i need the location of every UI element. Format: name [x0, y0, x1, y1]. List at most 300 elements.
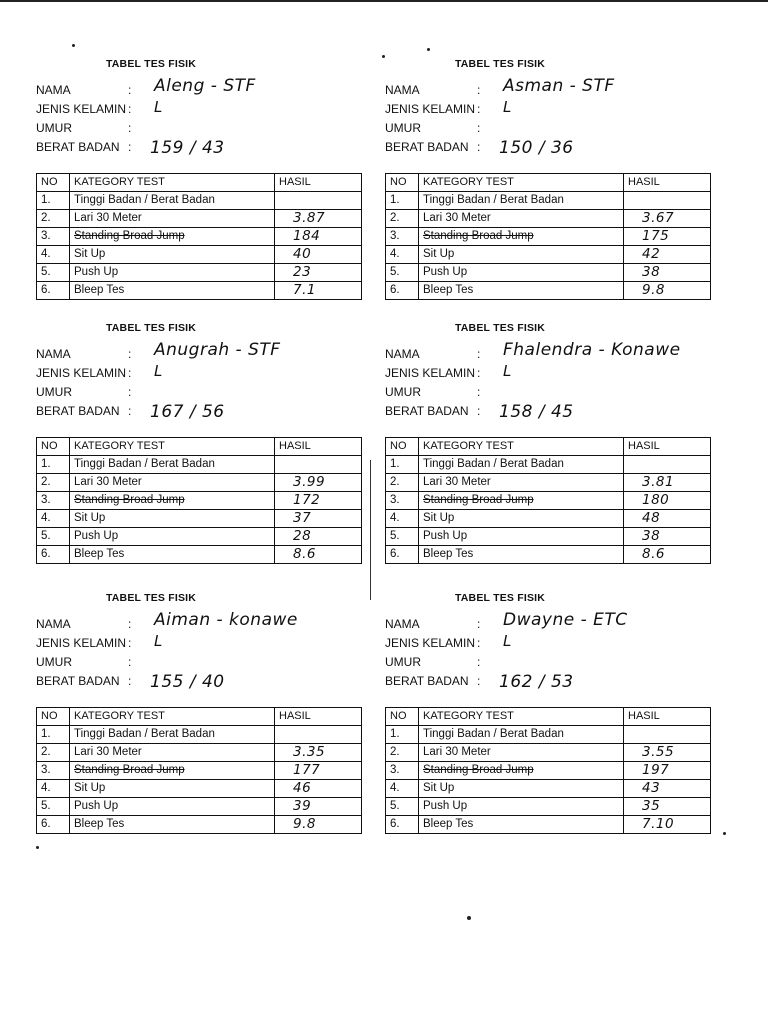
kategory-test-table	[36, 173, 362, 300]
hasil-value: 3.67	[642, 210, 675, 226]
table-row	[37, 456, 362, 474]
row-no: 4.	[37, 246, 70, 264]
table-row	[386, 726, 711, 744]
table-row	[37, 798, 362, 816]
row-no: 2.	[386, 744, 419, 762]
row-test-name: Bleep Tes	[419, 282, 624, 300]
row-no: 4.	[386, 780, 419, 798]
colon: :	[128, 655, 132, 669]
row-no: 3.	[386, 762, 419, 780]
nama-field-label: NAMA	[385, 617, 420, 631]
berat-badan-value: 158 / 45	[499, 402, 574, 422]
form-title: TABEL TES FISIK	[454, 592, 546, 604]
row-no: 4.	[37, 780, 70, 798]
jenis-kelamin-field-label: JENIS KELAMIN	[385, 366, 476, 380]
umur-field-row	[36, 654, 140, 670]
table-row	[386, 192, 711, 210]
colon: :	[477, 636, 481, 650]
row-hasil	[624, 246, 711, 264]
row-test-name: Sit Up	[419, 510, 624, 528]
nama-value: Dwayne - ETC	[503, 610, 628, 630]
nama-field-label: NAMA	[36, 83, 71, 97]
row-test-name: Lari 30 Meter	[70, 474, 275, 492]
hasil-value: 9.8	[642, 282, 665, 298]
jenis-kelamin-field-label: JENIS KELAMIN	[36, 366, 127, 380]
table-row	[37, 492, 362, 510]
table-header-row	[37, 438, 362, 456]
row-test-name: Bleep Tes	[419, 546, 624, 564]
speck	[427, 48, 430, 51]
hasil-value: 8.6	[642, 546, 665, 562]
berat-badan-field-row	[385, 403, 489, 419]
hasil-value: 3.55	[642, 744, 675, 760]
row-no: 2.	[386, 210, 419, 228]
col-kategory-header: KATEGORY TEST	[419, 708, 624, 726]
table-row	[386, 210, 711, 228]
margin-line	[370, 460, 371, 600]
form-title: TABEL TES FISIK	[105, 58, 197, 70]
berat-badan-value: 167 / 56	[150, 402, 225, 422]
row-test-name: Lari 30 Meter	[70, 744, 275, 762]
jenis-kelamin-field-row	[385, 365, 489, 381]
nama-field-label: NAMA	[385, 347, 420, 361]
hasil-value: 197	[642, 762, 670, 778]
umur-field-label: UMUR	[385, 121, 421, 135]
hasil-value: 3.81	[642, 474, 675, 490]
table-row	[386, 282, 711, 300]
row-hasil	[275, 744, 362, 762]
colon: :	[477, 617, 481, 631]
nama-field-label: NAMA	[385, 83, 420, 97]
jenis-kelamin-value: L	[503, 98, 512, 116]
row-no: 1.	[386, 456, 419, 474]
row-test-name: Standing Broad Jump	[419, 228, 624, 246]
speck	[36, 846, 39, 849]
row-no: 3.	[37, 762, 70, 780]
berat-badan-field-row	[385, 673, 489, 689]
kategory-test-table	[36, 437, 362, 564]
row-hasil	[624, 546, 711, 564]
nama-value: Fhalendra - Konawe	[503, 340, 681, 360]
row-no: 3.	[37, 228, 70, 246]
row-test-name: Sit Up	[70, 246, 275, 264]
row-hasil	[275, 210, 362, 228]
colon: :	[477, 83, 481, 97]
row-hasil	[624, 762, 711, 780]
berat-badan-field-label: BERAT BADAN	[36, 674, 120, 688]
table-row	[37, 744, 362, 762]
row-no: 5.	[37, 798, 70, 816]
table-header-row	[386, 708, 711, 726]
hasil-value: 7.1	[293, 282, 316, 298]
col-no-header: NO	[386, 438, 419, 456]
colon: :	[128, 102, 132, 116]
test-form-5	[36, 592, 376, 852]
table-row	[386, 798, 711, 816]
table-row	[386, 246, 711, 264]
umur-field-label: UMUR	[36, 655, 72, 669]
row-test-name: Lari 30 Meter	[419, 210, 624, 228]
table-row	[37, 246, 362, 264]
row-hasil	[275, 246, 362, 264]
nama-field-row	[36, 82, 140, 98]
row-no: 5.	[386, 528, 419, 546]
jenis-kelamin-field-row	[385, 101, 489, 117]
col-hasil-header: HASIL	[624, 174, 711, 192]
hasil-value: 184	[293, 228, 321, 244]
hasil-value: 38	[642, 528, 661, 544]
row-test-name: Bleep Tes	[70, 816, 275, 834]
row-test-name: Standing Broad Jump	[419, 492, 624, 510]
nama-field-row	[385, 346, 489, 362]
form-title: TABEL TES FISIK	[105, 322, 197, 334]
row-test-name: Bleep Tes	[419, 816, 624, 834]
colon: :	[477, 674, 481, 688]
berat-badan-value: 155 / 40	[150, 672, 225, 692]
col-kategory-header: KATEGORY TEST	[70, 174, 275, 192]
col-hasil-header: HASIL	[275, 174, 362, 192]
row-no: 6.	[386, 546, 419, 564]
row-test-name: Tinggi Badan / Berat Badan	[419, 192, 624, 210]
kategory-test-table	[385, 437, 711, 564]
row-no: 6.	[386, 816, 419, 834]
row-test-name: Tinggi Badan / Berat Badan	[70, 192, 275, 210]
hasil-value: 7.10	[642, 816, 675, 832]
colon: :	[128, 636, 132, 650]
berat-badan-value: 150 / 36	[499, 138, 574, 158]
umur-field-row	[385, 384, 489, 400]
hasil-value: 3.99	[293, 474, 326, 490]
berat-badan-field-label: BERAT BADAN	[385, 140, 469, 154]
row-no: 3.	[37, 492, 70, 510]
nama-field-label: NAMA	[36, 617, 71, 631]
table-row	[37, 780, 362, 798]
colon: :	[128, 674, 132, 688]
table-row	[386, 762, 711, 780]
hasil-value: 177	[293, 762, 321, 778]
row-test-name: Push Up	[419, 798, 624, 816]
col-no-header: NO	[37, 438, 70, 456]
test-form-2	[385, 58, 725, 318]
row-test-name: Sit Up	[70, 510, 275, 528]
row-no: 2.	[37, 210, 70, 228]
row-no: 4.	[37, 510, 70, 528]
speck	[72, 44, 75, 47]
table-header-row	[37, 174, 362, 192]
nama-field-row	[385, 616, 489, 632]
hasil-value: 37	[293, 510, 312, 526]
hasil-value: 40	[293, 246, 312, 262]
row-hasil	[275, 228, 362, 246]
table-header-row	[386, 438, 711, 456]
row-test-name: Tinggi Badan / Berat Badan	[419, 456, 624, 474]
row-hasil	[624, 510, 711, 528]
jenis-kelamin-value: L	[154, 362, 163, 380]
row-no: 5.	[37, 264, 70, 282]
berat-badan-value: 159 / 43	[150, 138, 225, 158]
col-hasil-header: HASIL	[624, 708, 711, 726]
jenis-kelamin-field-row	[36, 365, 140, 381]
berat-badan-field-row	[36, 139, 140, 155]
col-no-header: NO	[386, 174, 419, 192]
row-no: 2.	[386, 474, 419, 492]
col-no-header: NO	[37, 174, 70, 192]
row-no: 1.	[37, 456, 70, 474]
row-no: 5.	[386, 264, 419, 282]
colon: :	[477, 102, 481, 116]
table-header-row	[386, 174, 711, 192]
row-hasil	[275, 492, 362, 510]
row-test-name: Standing Broad Jump	[70, 762, 275, 780]
hasil-value: 175	[642, 228, 670, 244]
hasil-value: 3.35	[293, 744, 326, 760]
hasil-value: 9.8	[293, 816, 316, 832]
hasil-value: 46	[293, 780, 312, 796]
hasil-value: 35	[642, 798, 661, 814]
umur-field-label: UMUR	[385, 655, 421, 669]
table-row	[386, 528, 711, 546]
test-form-1	[36, 58, 376, 318]
berat-badan-field-row	[36, 673, 140, 689]
hasil-value: 23	[293, 264, 312, 280]
table-row	[37, 546, 362, 564]
colon: :	[477, 140, 481, 154]
row-no: 1.	[386, 726, 419, 744]
kategory-test-table	[385, 173, 711, 300]
row-test-name: Sit Up	[419, 780, 624, 798]
test-form-6	[385, 592, 725, 852]
umur-field-row	[385, 654, 489, 670]
row-hasil	[624, 726, 711, 744]
col-hasil-header: HASIL	[275, 708, 362, 726]
row-hasil	[275, 798, 362, 816]
row-no: 1.	[37, 192, 70, 210]
hasil-value: 43	[642, 780, 661, 796]
row-test-name: Tinggi Badan / Berat Badan	[419, 726, 624, 744]
row-test-name: Push Up	[70, 264, 275, 282]
hasil-value: 38	[642, 264, 661, 280]
col-kategory-header: KATEGORY TEST	[70, 708, 275, 726]
table-row	[386, 816, 711, 834]
hasil-value: 42	[642, 246, 661, 262]
row-test-name: Standing Broad Jump	[70, 228, 275, 246]
row-test-name: Bleep Tes	[70, 546, 275, 564]
table-row	[386, 264, 711, 282]
umur-field-label: UMUR	[36, 121, 72, 135]
row-no: 6.	[37, 282, 70, 300]
colon: :	[477, 404, 481, 418]
table-row	[386, 474, 711, 492]
row-hasil	[624, 744, 711, 762]
nama-field-row	[36, 346, 140, 362]
table-row	[386, 456, 711, 474]
table-row	[37, 762, 362, 780]
col-hasil-header: HASIL	[624, 438, 711, 456]
nama-value: Asman - STF	[503, 76, 615, 96]
nama-value: Anugrah - STF	[154, 340, 281, 360]
row-hasil	[275, 762, 362, 780]
row-test-name: Tinggi Badan / Berat Badan	[70, 456, 275, 474]
berat-badan-field-label: BERAT BADAN	[36, 404, 120, 418]
table-row	[37, 264, 362, 282]
row-test-name: Push Up	[70, 798, 275, 816]
hasil-value: 3.87	[293, 210, 326, 226]
speck	[467, 916, 471, 920]
colon: :	[128, 140, 132, 154]
speck	[723, 832, 726, 835]
berat-badan-field-row	[385, 139, 489, 155]
row-no: 5.	[37, 528, 70, 546]
col-kategory-header: KATEGORY TEST	[70, 438, 275, 456]
row-no: 6.	[37, 546, 70, 564]
row-no: 1.	[37, 726, 70, 744]
row-no: 3.	[386, 228, 419, 246]
umur-field-label: UMUR	[36, 385, 72, 399]
berat-badan-field-label: BERAT BADAN	[385, 674, 469, 688]
form-title: TABEL TES FISIK	[105, 592, 197, 604]
table-row	[37, 816, 362, 834]
jenis-kelamin-value: L	[154, 98, 163, 116]
jenis-kelamin-field-label: JENIS KELAMIN	[36, 102, 127, 116]
row-hasil	[624, 528, 711, 546]
row-hasil	[275, 546, 362, 564]
umur-field-row	[36, 120, 140, 136]
colon: :	[128, 366, 132, 380]
jenis-kelamin-field-label: JENIS KELAMIN	[385, 102, 476, 116]
colon: :	[128, 617, 132, 631]
row-no: 4.	[386, 510, 419, 528]
row-test-name: Push Up	[70, 528, 275, 546]
berat-badan-value: 162 / 53	[499, 672, 574, 692]
row-hasil	[275, 456, 362, 474]
row-hasil	[624, 192, 711, 210]
row-no: 3.	[386, 492, 419, 510]
table-row	[37, 228, 362, 246]
colon: :	[477, 366, 481, 380]
table-row	[37, 474, 362, 492]
colon: :	[477, 121, 481, 135]
colon: :	[477, 655, 481, 669]
row-test-name: Push Up	[419, 528, 624, 546]
row-hasil	[275, 264, 362, 282]
table-row	[386, 546, 711, 564]
row-hasil	[624, 798, 711, 816]
jenis-kelamin-field-row	[385, 635, 489, 651]
test-form-4	[385, 322, 725, 582]
kategory-test-table	[36, 707, 362, 834]
jenis-kelamin-value: L	[503, 632, 512, 650]
row-test-name: Standing Broad Jump	[419, 762, 624, 780]
umur-field-row	[385, 120, 489, 136]
jenis-kelamin-field-label: JENIS KELAMIN	[385, 636, 476, 650]
row-hasil	[275, 192, 362, 210]
row-hasil	[275, 528, 362, 546]
colon: :	[477, 385, 481, 399]
berat-badan-field-label: BERAT BADAN	[36, 140, 120, 154]
colon: :	[128, 385, 132, 399]
colon: :	[128, 121, 132, 135]
kategory-test-table	[385, 707, 711, 834]
row-hasil	[624, 282, 711, 300]
row-test-name: Bleep Tes	[70, 282, 275, 300]
row-hasil	[624, 816, 711, 834]
row-no: 6.	[386, 282, 419, 300]
hasil-value: 172	[293, 492, 321, 508]
table-row	[37, 192, 362, 210]
row-hasil	[275, 282, 362, 300]
row-hasil	[624, 210, 711, 228]
colon: :	[128, 83, 132, 97]
hasil-value: 28	[293, 528, 312, 544]
speck	[382, 55, 385, 58]
berat-badan-field-label: BERAT BADAN	[385, 404, 469, 418]
hasil-value: 48	[642, 510, 661, 526]
row-hasil	[624, 780, 711, 798]
nama-value: Aiman - konawe	[154, 610, 298, 630]
row-test-name: Lari 30 Meter	[70, 210, 275, 228]
row-hasil	[275, 474, 362, 492]
row-test-name: Lari 30 Meter	[419, 474, 624, 492]
colon: :	[128, 347, 132, 361]
form-title: TABEL TES FISIK	[454, 322, 546, 334]
row-no: 1.	[386, 192, 419, 210]
table-row	[37, 726, 362, 744]
berat-badan-field-row	[36, 403, 140, 419]
table-row	[386, 228, 711, 246]
row-test-name: Sit Up	[419, 246, 624, 264]
nama-field-row	[385, 82, 489, 98]
table-row	[37, 282, 362, 300]
table-row	[386, 780, 711, 798]
col-no-header: NO	[386, 708, 419, 726]
table-row	[37, 510, 362, 528]
umur-field-label: UMUR	[385, 385, 421, 399]
row-no: 5.	[386, 798, 419, 816]
row-hasil	[624, 492, 711, 510]
test-form-3	[36, 322, 376, 582]
hasil-value: 39	[293, 798, 312, 814]
form-title: TABEL TES FISIK	[454, 58, 546, 70]
row-hasil	[624, 228, 711, 246]
jenis-kelamin-value: L	[154, 632, 163, 650]
col-hasil-header: HASIL	[275, 438, 362, 456]
hasil-value: 180	[642, 492, 670, 508]
row-no: 2.	[37, 744, 70, 762]
jenis-kelamin-field-row	[36, 635, 140, 651]
row-hasil	[624, 474, 711, 492]
hasil-value: 8.6	[293, 546, 316, 562]
table-row	[386, 744, 711, 762]
row-hasil	[275, 726, 362, 744]
row-no: 4.	[386, 246, 419, 264]
umur-field-row	[36, 384, 140, 400]
colon: :	[128, 404, 132, 418]
jenis-kelamin-value: L	[503, 362, 512, 380]
col-no-header: NO	[37, 708, 70, 726]
nama-value: Aleng - STF	[154, 76, 256, 96]
table-header-row	[37, 708, 362, 726]
row-no: 6.	[37, 816, 70, 834]
row-no: 2.	[37, 474, 70, 492]
row-hasil	[275, 816, 362, 834]
col-kategory-header: KATEGORY TEST	[419, 438, 624, 456]
table-row	[37, 528, 362, 546]
row-test-name: Standing Broad Jump	[70, 492, 275, 510]
row-test-name: Lari 30 Meter	[419, 744, 624, 762]
scan-edge-line	[0, 0, 768, 2]
col-kategory-header: KATEGORY TEST	[419, 174, 624, 192]
table-row	[386, 510, 711, 528]
